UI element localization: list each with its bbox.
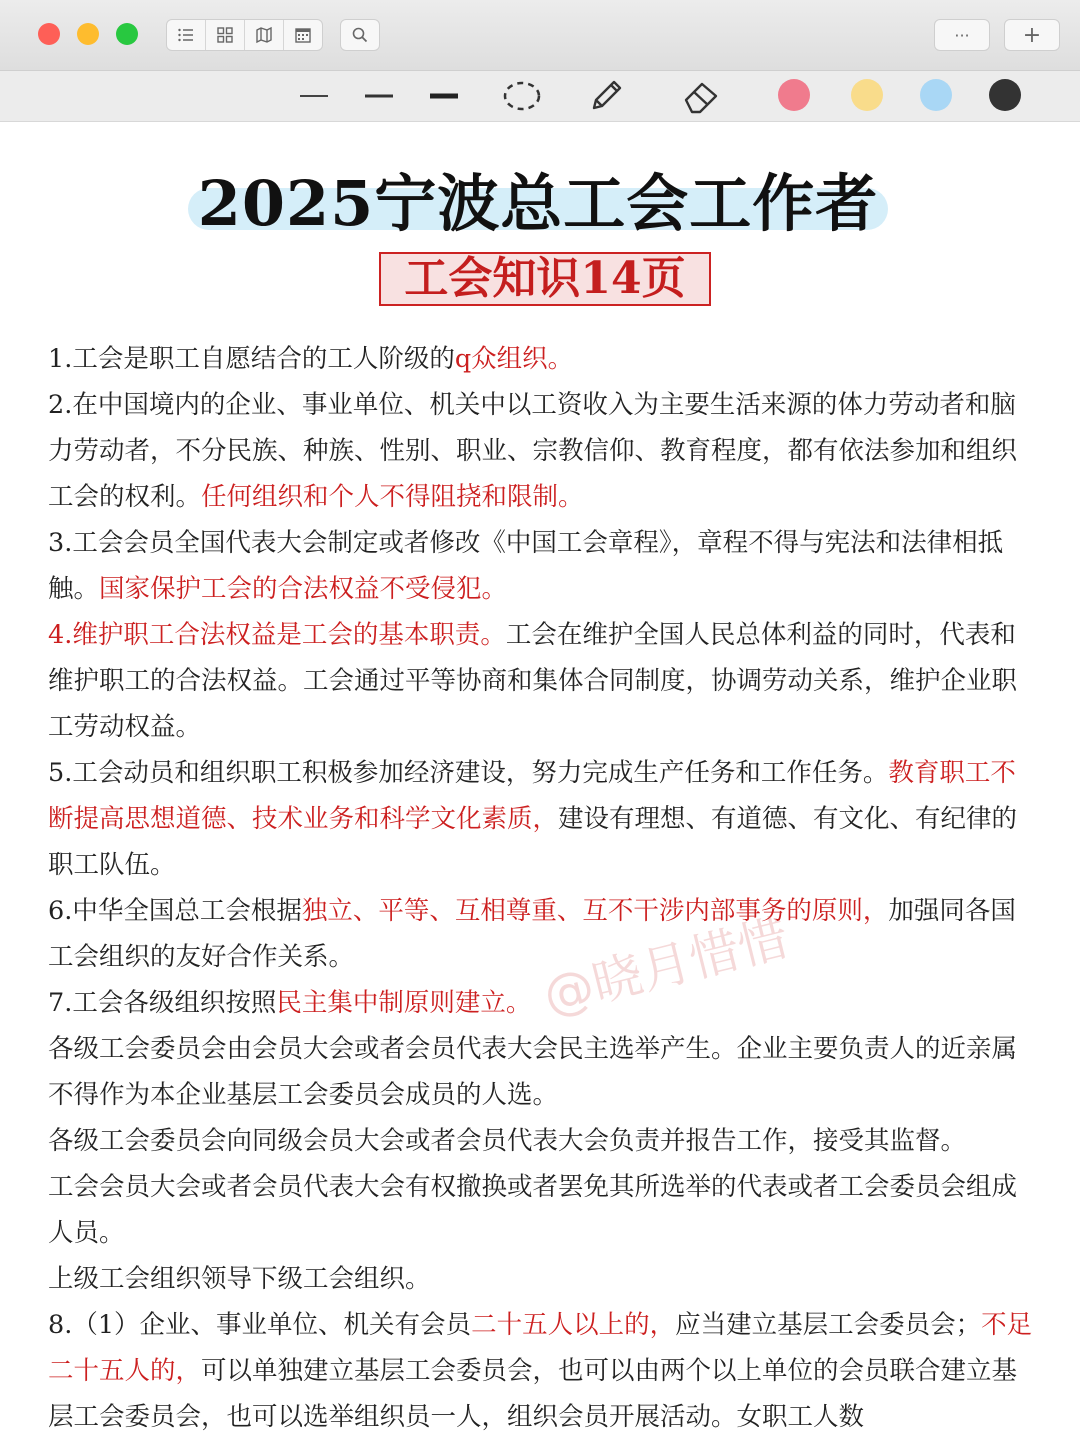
text: 5.工会动员和组织职工积极参加经济建设，努力完成生产任务和工作任务。 [48, 758, 889, 788]
highlight-text: 不足二十五人的， [48, 1310, 1033, 1386]
text: 6.中华全国总工会根据 [48, 896, 302, 926]
thick-line-icon [428, 91, 460, 101]
pencil-icon [586, 76, 626, 116]
more-button[interactable]: ··· [954, 25, 970, 45]
highlight-text: 任何组织和个人不得阻挠和限制。 [201, 482, 584, 512]
thick-stroke-button[interactable] [426, 76, 462, 116]
grid-view-button[interactable] [206, 20, 245, 50]
paragraph-7d: 工会会员大会或者会员代表大会有权撤换或者罢免其所选举的代表或者工会委员会组成人员。 [48, 1172, 1018, 1248]
document-page [0, 122, 1080, 1440]
title-block [188, 158, 888, 238]
highlight-text: 独立、平等、互相尊重、互不干涉内部事务的原则， [301, 896, 889, 926]
calendar-icon [294, 26, 312, 44]
paragraph-5 [48, 750, 1038, 888]
list-view-button[interactable] [167, 20, 206, 50]
medium-stroke-button[interactable] [361, 76, 397, 116]
view-mode-group [166, 19, 323, 51]
paragraph-7b: 各级工会委员会由会员大会或者会员代表大会民主选举产生。企业主要负责人的近亲属不得作为本企业基层工会委员会成员的人选。 [48, 1034, 1018, 1110]
drawing-toolbar [0, 71, 1080, 122]
map-view-button[interactable] [245, 20, 284, 50]
close-window-button[interactable] [38, 23, 60, 45]
paragraph-8 [48, 1302, 1038, 1440]
eraser-tool-button[interactable] [678, 76, 724, 116]
highlight-text: 民主集中制原则建立。 [276, 988, 532, 1018]
add-button[interactable]: + [1022, 22, 1042, 48]
thin-stroke-button[interactable] [296, 76, 332, 116]
text: 应当建立基层工会委员会； [675, 1310, 982, 1340]
minimize-window-button[interactable] [77, 23, 99, 45]
paragraph-1 [48, 336, 1038, 382]
text: 8.（1）企业、事业单位、机关有会员 [48, 1310, 472, 1340]
add-group [1004, 19, 1060, 51]
pink-color-swatch[interactable] [778, 79, 810, 111]
text: 加强同各国工会组织的友好合作关系。 [48, 896, 1016, 972]
watermark: @晓月惜惜 [537, 908, 795, 1026]
paragraph-7e: 上级工会组织领导下级工会组织。 [48, 1264, 431, 1294]
text: 建设有理想、有道德、有文化、有纪律的职工队伍。 [48, 804, 1018, 880]
map-icon [255, 26, 273, 44]
pen-tool-button[interactable] [584, 76, 628, 116]
text: 7.工会各级组织按照 [48, 988, 277, 1018]
text: 1.工会是职工自愿结合的工人阶级的 [48, 344, 455, 374]
thin-line-icon [298, 91, 330, 101]
list-icon [177, 26, 195, 44]
highlight-text: q众组织。 [454, 344, 574, 374]
highlight-text: 教育职工不断提高思想道德、技术业务和科学文化素质， [48, 758, 1016, 834]
search-button[interactable] [341, 20, 379, 50]
text: 3.工会会员全国代表大会制定或者修改《中国工会章程》，章程不得与宪法和法律相抵触。 [48, 528, 1004, 604]
text: 工会在维护全国人民总体利益的同时，代表和维护职工的合法权益。工会通过平等协商和集体合同制度，协调劳动关系，维护企业职工劳动权益。 [48, 620, 1018, 742]
lasso-icon [502, 79, 542, 113]
highlight-text: 二十五人以上的， [471, 1310, 676, 1340]
document-body [48, 336, 1038, 1440]
highlight-text: 4.维护职工合法权益是工会的基本职责。 [48, 620, 506, 650]
medium-line-icon [363, 91, 395, 101]
page-title: 2025宁波总工会工作者 [197, 167, 879, 240]
grid-icon [216, 26, 234, 44]
text: 可以单独建立基层工会委员会，也可以由两个以上单位的会员联合建立基层工会委员会，也可以选举组织员一人，组织会员开展活动。女职工人数 [48, 1356, 1018, 1432]
page-subtitle: 工会知识14页 [379, 252, 711, 306]
text: 2.在中国境内的企业、事业单位、机关中以工资收入为主要生活来源的体力劳动者和脑力劳动者，不分民族、种族、性别、职业、宗教信仰、教育程度，都有依法参加和组织工会的权利。 [48, 390, 1018, 512]
paragraph-4 [48, 612, 1038, 750]
yellow-color-swatch[interactable] [851, 79, 883, 111]
more-group [934, 19, 990, 51]
lasso-select-button[interactable] [500, 76, 544, 116]
calendar-view-button[interactable] [284, 20, 322, 50]
blue-color-swatch[interactable] [920, 79, 952, 111]
paragraph-3 [48, 520, 1038, 612]
highlight-text: 国家保护工会的合法权益不受侵犯。 [99, 574, 508, 604]
paragraph-7c: 各级工会委员会向同级会员大会或者会员代表大会负责并报告工作，接受其监督。 [48, 1126, 967, 1156]
search-icon [351, 26, 369, 44]
eraser-icon [680, 76, 722, 116]
zoom-window-button[interactable] [116, 23, 138, 45]
paragraph-2 [48, 382, 1038, 520]
window-titlebar [0, 0, 1080, 71]
search-group [340, 19, 380, 51]
black-color-swatch[interactable] [989, 79, 1021, 111]
